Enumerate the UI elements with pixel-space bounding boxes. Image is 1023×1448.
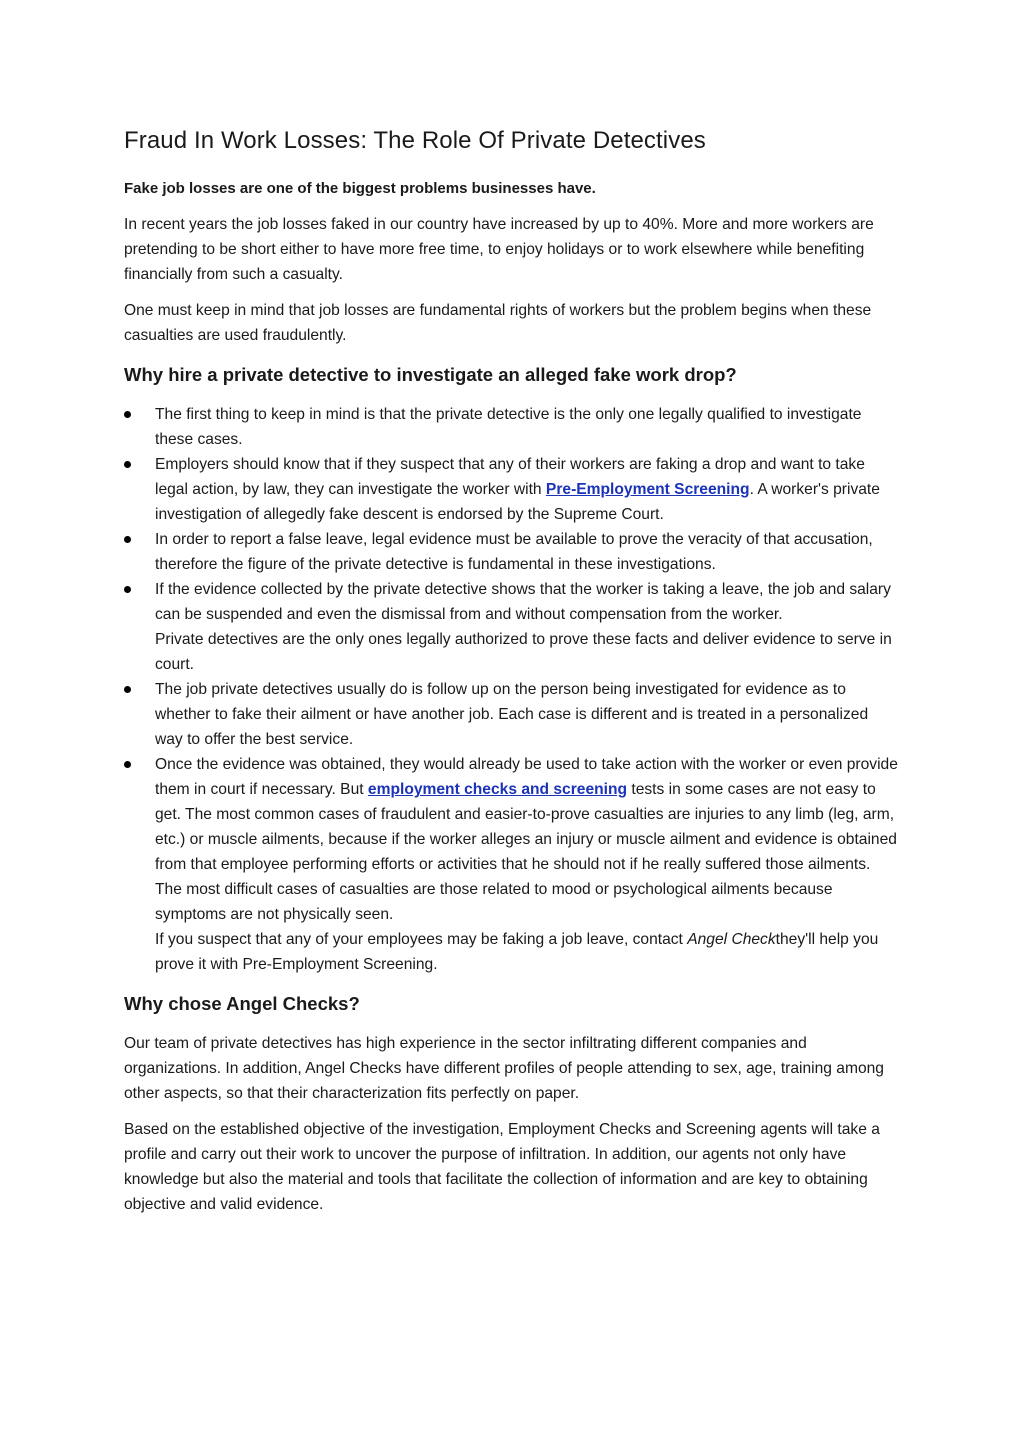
section-heading-why-hire: Why hire a private detective to investigate an alleged fake work drop? [124, 364, 737, 385]
list-item [124, 752, 900, 977]
list-item [124, 452, 900, 527]
list-item-text: The job private detectives usually do is follow up on the person being investigated for evidence as to whether to fake their ailment or have another job. Each case is different and is treated in a personalized way to offer the best service. [155, 681, 869, 748]
bullet-icon [124, 411, 131, 418]
list-item-text: If the evidence collected by the private detective shows that the worker is taking a leave, the job and salary can be suspended and even the dismissal from and without compensation from the worker. [155, 581, 891, 623]
list-item-text: In order to report a false leave, legal evidence must be available to prove the veracity of that accusation, therefore the figure of the private detective is fundamental in these investigations. [155, 531, 873, 573]
bullet-icon [124, 761, 131, 768]
list-item-text: Employers should know that if they suspect that any of their workers are faking a drop and want to take legal action, by law, they can investigate the worker with [155, 456, 865, 498]
objective-paragraph: Based on the established objective of the investigation, Employment Checks and Screening agents will take a profile and carry out their work to uncover the purpose of infiltration. In addition, our agents not only have knowledge but also the material and tools that facilitate the collection of information and are key to obtaining objective and valid evidence. [124, 1121, 880, 1213]
intro-paragraph: In recent years the job losses faked in our country have increased by up to 40%. More and more workers are pretending to be short either to have more free time, to enjoy holidays or to work elsewhere while benefiting financially from such a casualty. [124, 216, 874, 283]
team-paragraph: Our team of private detectives has high experience in the sector infiltrating different companies and organizations. In addition, Angel Checks have different profiles of people attending to sex, age, training among other aspects, so that their characterization fits perfectly on paper. [124, 1035, 884, 1102]
employment-checks-link[interactable]: employment checks and screening [367, 781, 628, 798]
list-item-text: The first thing to keep in mind is that the private detective is the only one legally qualified to investigate these cases. [155, 406, 862, 448]
list-item [124, 402, 900, 452]
contact-text: If you suspect that any of your employees may be faking a job leave, contact [155, 931, 688, 948]
bullet-icon [124, 536, 131, 543]
section-heading-why-chose: Why chose Angel Checks? [124, 993, 360, 1014]
list-item-text: Once the evidence was obtained, they would already be used to take action with the worker or even provide them in court if necessary. But [155, 756, 898, 798]
bullet-icon [124, 586, 131, 593]
reasons-list [124, 402, 900, 977]
list-item-continuation [155, 927, 900, 977]
company-name: Angel Check [687, 931, 776, 948]
list-item [124, 677, 900, 752]
list-item [124, 577, 900, 677]
list-item-text: . A worker's private investigation of allegedly fake descent is endorsed by the Supreme Court. [155, 481, 880, 523]
lead-paragraph: Fake job losses are one of the biggest problems businesses have. [124, 180, 596, 197]
rights-paragraph: One must keep in mind that job losses are fundamental rights of workers but the problem begins when these casualties are used fraudulently. [124, 302, 872, 344]
list-item-text: tests in some cases are not easy to get. The most common cases of fraudulent and easier-to-prove casualties are injuries to any limb (leg, arm, etc.) or muscle ailments, because if the worker alleges an injury or muscle ailment and evidence is obtained from that employee performing efforts or activities that he should not if he really suffered those ailments. The most difficult cases of casualties are those related to mood or psychological ailments because symptoms are not physically seen. [155, 781, 897, 923]
document-title: Fraud In Work Losses: The Role Of Private Detectives [124, 127, 706, 154]
document-page [124, 124, 900, 1228]
contact-text-end: they'll help you prove it with Pre-Employment Screening. [155, 931, 879, 973]
bullet-icon [124, 686, 131, 693]
list-item [124, 527, 900, 577]
list-item-continuation: Private detectives are the only ones legally authorized to prove these facts and deliver evidence to serve in court. [155, 631, 892, 673]
bullet-icon [124, 461, 131, 468]
pre-employment-screening-link[interactable]: Pre-Employment Screening [545, 481, 750, 498]
